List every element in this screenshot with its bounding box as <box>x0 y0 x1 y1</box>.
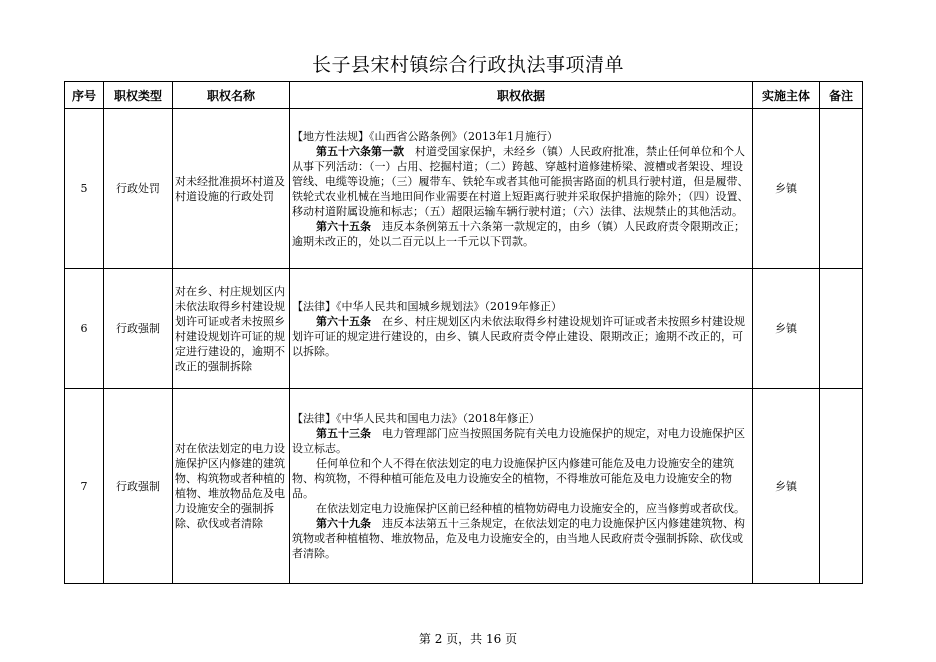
basis-paragraph <box>292 456 750 501</box>
row-basis <box>290 389 753 584</box>
row-type: 行政强制 <box>104 389 173 584</box>
basis-paragraph <box>292 426 750 456</box>
header-basis: 职权依据 <box>290 82 753 109</box>
basis-article: 第五十六条第一款 <box>316 144 404 158</box>
header-name: 职权名称 <box>173 82 290 109</box>
row-subject: 乡镇 <box>753 269 820 389</box>
enforcement-table <box>64 81 863 584</box>
basis-paragraph <box>292 501 750 516</box>
row-basis <box>290 269 753 389</box>
row-remark <box>820 269 863 389</box>
row-remark <box>820 389 863 584</box>
header-seq: 序号 <box>65 82 104 109</box>
header-type: 职权类型 <box>104 82 173 109</box>
header-remark: 备注 <box>820 82 863 109</box>
row-basis <box>290 109 753 269</box>
basis-text: 在依法划定电力设施保护区前已经种植的植物妨碍电力设施安全的，应当修剪或者砍伐。 <box>316 502 745 515</box>
page-title: 长子县宋村镇综合行政执法事项清单 <box>311 54 624 76</box>
basis-paragraph <box>292 144 750 219</box>
basis-article: 第五十三条 <box>316 427 371 440</box>
row-seq: 6 <box>65 269 104 389</box>
table-row <box>65 109 863 269</box>
basis-article: 第六十九条 <box>316 517 371 530</box>
row-subject: 乡镇 <box>753 389 820 584</box>
table-header-row <box>65 82 863 109</box>
row-name: 对在依法划定的电力设施保护区内修建的建筑物、构筑物或者种植的植物、堆放物品危及电力设施安全的强制拆除、砍伐或者清除 <box>173 389 290 584</box>
basis-text: 任何单位和个人不得在依法划定的电力设施保护区内修建可能危及电力设施安全的建筑物、构筑物，不得种植可能危及电力设施安全的植物，不得堆放可能危及电力设施安全的物品。 <box>292 457 734 500</box>
basis-text: 在乡、村庄规划区内未依法取得乡村建设规划许可证或者未按照乡村建设规划许可证的规定进行建设的，由乡、镇人民政府责令停止建设、限期改正；逾期不改正的，可以拆除。 <box>292 314 745 358</box>
basis-text: 违反本条例第五十六条第一款规定的，由乡（镇）人民政府责令限期改正；逾期未改正的，处以二百元以上一千元以下罚款。 <box>292 219 745 248</box>
page-footer: 第 2 页，共 16 页 <box>418 632 518 646</box>
row-subject: 乡镇 <box>753 109 820 269</box>
basis-article: 第六十五条 <box>316 314 371 328</box>
basis-article: 第六十五条 <box>316 219 371 233</box>
row-name: 对在乡、村庄规划区内未依法取得乡村建设规划许可证或者未按照乡村建设规划许可证的规定进行建设的，逾期不改正的强制拆除 <box>173 269 290 389</box>
basis-text: 村道受国家保护，未经乡（镇）人民政府批准，禁止任何单位和个人从事下列活动：（一）占用、挖掘村道；（二）跨越、穿越村道修建桥梁、渡槽或者架设、埋设管线、电缆等设施；（三）履带车、铁轮车或者其他可能损害路面的机具行驶村道，但是履带、铁轮式农业机械在当地田间作业需要在村道上短距离行驶并采取保护措施的除外；（四）设置、移动村道附属设施和标志；（五）超限运输车辆行驶村道；（六）法律、法规禁止的其他活动。 <box>292 144 749 218</box>
header-subject: 实施主体 <box>753 82 820 109</box>
basis-paragraph <box>292 516 750 561</box>
row-remark <box>820 109 863 269</box>
basis-source: 【法律】《中华人民共和国电力法》（2018年修正） <box>292 412 540 425</box>
basis-text: 电力管理部门应当按照国务院有关电力设施保护的规定，对电力设施保护区设立标志。 <box>292 427 745 455</box>
basis-paragraph <box>292 314 750 359</box>
basis-source: 【法律】《中华人民共和国城乡规划法》（2019年修正） <box>292 299 562 313</box>
row-seq: 7 <box>65 389 104 584</box>
basis-paragraph <box>292 219 750 249</box>
row-seq: 5 <box>65 109 104 269</box>
row-type: 行政强制 <box>104 269 173 389</box>
row-name: 对未经批准损坏村道及村道设施的行政处罚 <box>173 109 290 269</box>
basis-source: 【地方性法规】《山西省公路条例》（2013年1月施行） <box>292 129 558 143</box>
table-row <box>65 269 863 389</box>
basis-text: 违反本法第五十三条规定，在依法划定的电力设施保护区内修建建筑物、构筑物或者种植植物、堆放物品，危及电力设施安全的，由当地人民政府责令强制拆除、砍伐或者清除。 <box>292 517 745 560</box>
table-row <box>65 389 863 584</box>
row-type: 行政处罚 <box>104 109 173 269</box>
